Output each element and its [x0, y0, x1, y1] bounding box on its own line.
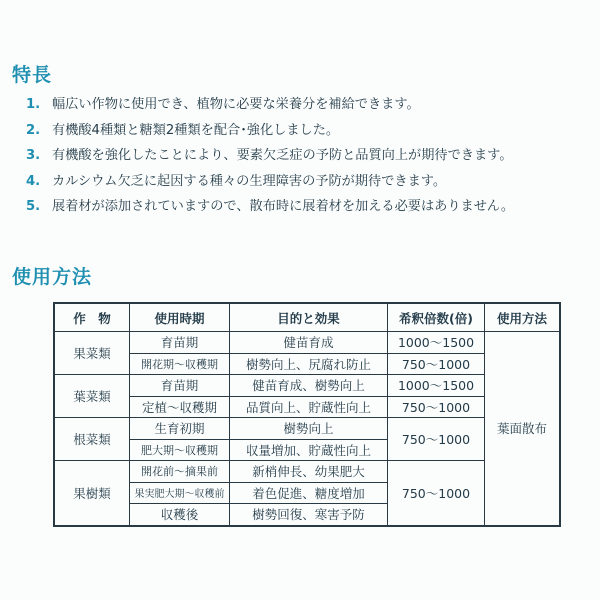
crop-cell: 果菜類 [54, 332, 130, 375]
dilution-cell: 1000～1500 [388, 375, 485, 397]
effect-cell: 収量増加、貯蔵性向上 [230, 439, 388, 461]
effect-cell: 健苗育成、樹勢向上 [230, 375, 388, 397]
usage-heading: 使用方法 [12, 266, 93, 288]
timing-cell: 開花前～摘果前 [130, 461, 230, 483]
feature-item [26, 143, 514, 169]
effect-cell: 樹勢向上 [230, 418, 388, 440]
timing-cell: 収穫後 [130, 504, 230, 526]
dilution-cell: 750～1000 [388, 353, 485, 375]
feature-text: 展着材が添加されていますので、散布時に展着材を加える必要はありません。 [52, 199, 515, 214]
table-row [54, 353, 560, 375]
feature-item [26, 194, 514, 220]
timing-cell: 肥大期～収穫期 [130, 439, 230, 461]
table-row [54, 375, 560, 397]
timing-cell: 育苗期 [130, 375, 230, 397]
effect-cell: 着色促進、糖度増加 [230, 482, 388, 504]
feature-number: 5. [26, 199, 41, 214]
effect-cell: 健苗育成 [230, 332, 388, 354]
features-list [26, 92, 514, 220]
features-heading: 特長 [12, 64, 53, 86]
feature-text: 有機酸4種類と糖類2種類を配合･強化しました。 [52, 122, 340, 138]
timing-cell: 開花期～収穫期 [130, 353, 230, 375]
header-timing: 使用時期 [130, 303, 230, 332]
header-dilution: 希釈倍数(倍) [388, 303, 485, 332]
table-header-row [54, 303, 560, 332]
header-effect: 目的と効果 [230, 303, 388, 332]
feature-item [26, 92, 514, 118]
dilution-cell: 1000～1500 [388, 332, 485, 354]
header-method: 使用方法 [485, 303, 561, 332]
effect-cell: 品質向上、貯蔵性向上 [230, 396, 388, 418]
crop-cell: 根菜類 [54, 418, 130, 461]
feature-item [26, 169, 514, 195]
table-row [54, 418, 560, 440]
method-cell: 葉面散布 [485, 332, 561, 526]
timing-cell: 生育初期 [130, 418, 230, 440]
usage-table [53, 302, 561, 527]
table-row [54, 396, 560, 418]
feature-number: 4. [26, 173, 41, 189]
timing-cell: 定植～収穫期 [130, 396, 230, 418]
feature-text: カルシウム欠乏に起因する種々の生理障害の予防が期待できます。 [52, 173, 447, 189]
dilution-cell: 750～1000 [388, 396, 485, 418]
feature-item [26, 118, 514, 144]
crop-cell: 葉菜類 [54, 375, 130, 418]
feature-number: 1. [26, 97, 41, 112]
header-crop: 作 物 [54, 303, 130, 332]
effect-cell: 樹勢回復、寒害予防 [230, 504, 388, 526]
dilution-cell: 750～1000 [388, 461, 485, 526]
timing-cell: 果実肥大期～収穫前 [130, 482, 230, 504]
effect-cell: 樹勢向上、尻腐れ防止 [230, 353, 388, 375]
feature-number: 2. [26, 122, 41, 138]
table-row [54, 332, 560, 354]
feature-number: 3. [26, 148, 41, 163]
feature-text: 有機酸を強化したことにより、要素欠乏症の予防と品質向上が期待できます。 [52, 148, 513, 163]
table-row [54, 461, 560, 483]
crop-cell: 果樹類 [54, 461, 130, 526]
timing-cell: 育苗期 [130, 332, 230, 354]
feature-text: 幅広い作物に使用でき、植物に必要な栄養分を補給できます。 [52, 97, 420, 112]
dilution-cell: 750～1000 [388, 418, 485, 461]
effect-cell: 新梢伸長、幼果肥大 [230, 461, 388, 483]
